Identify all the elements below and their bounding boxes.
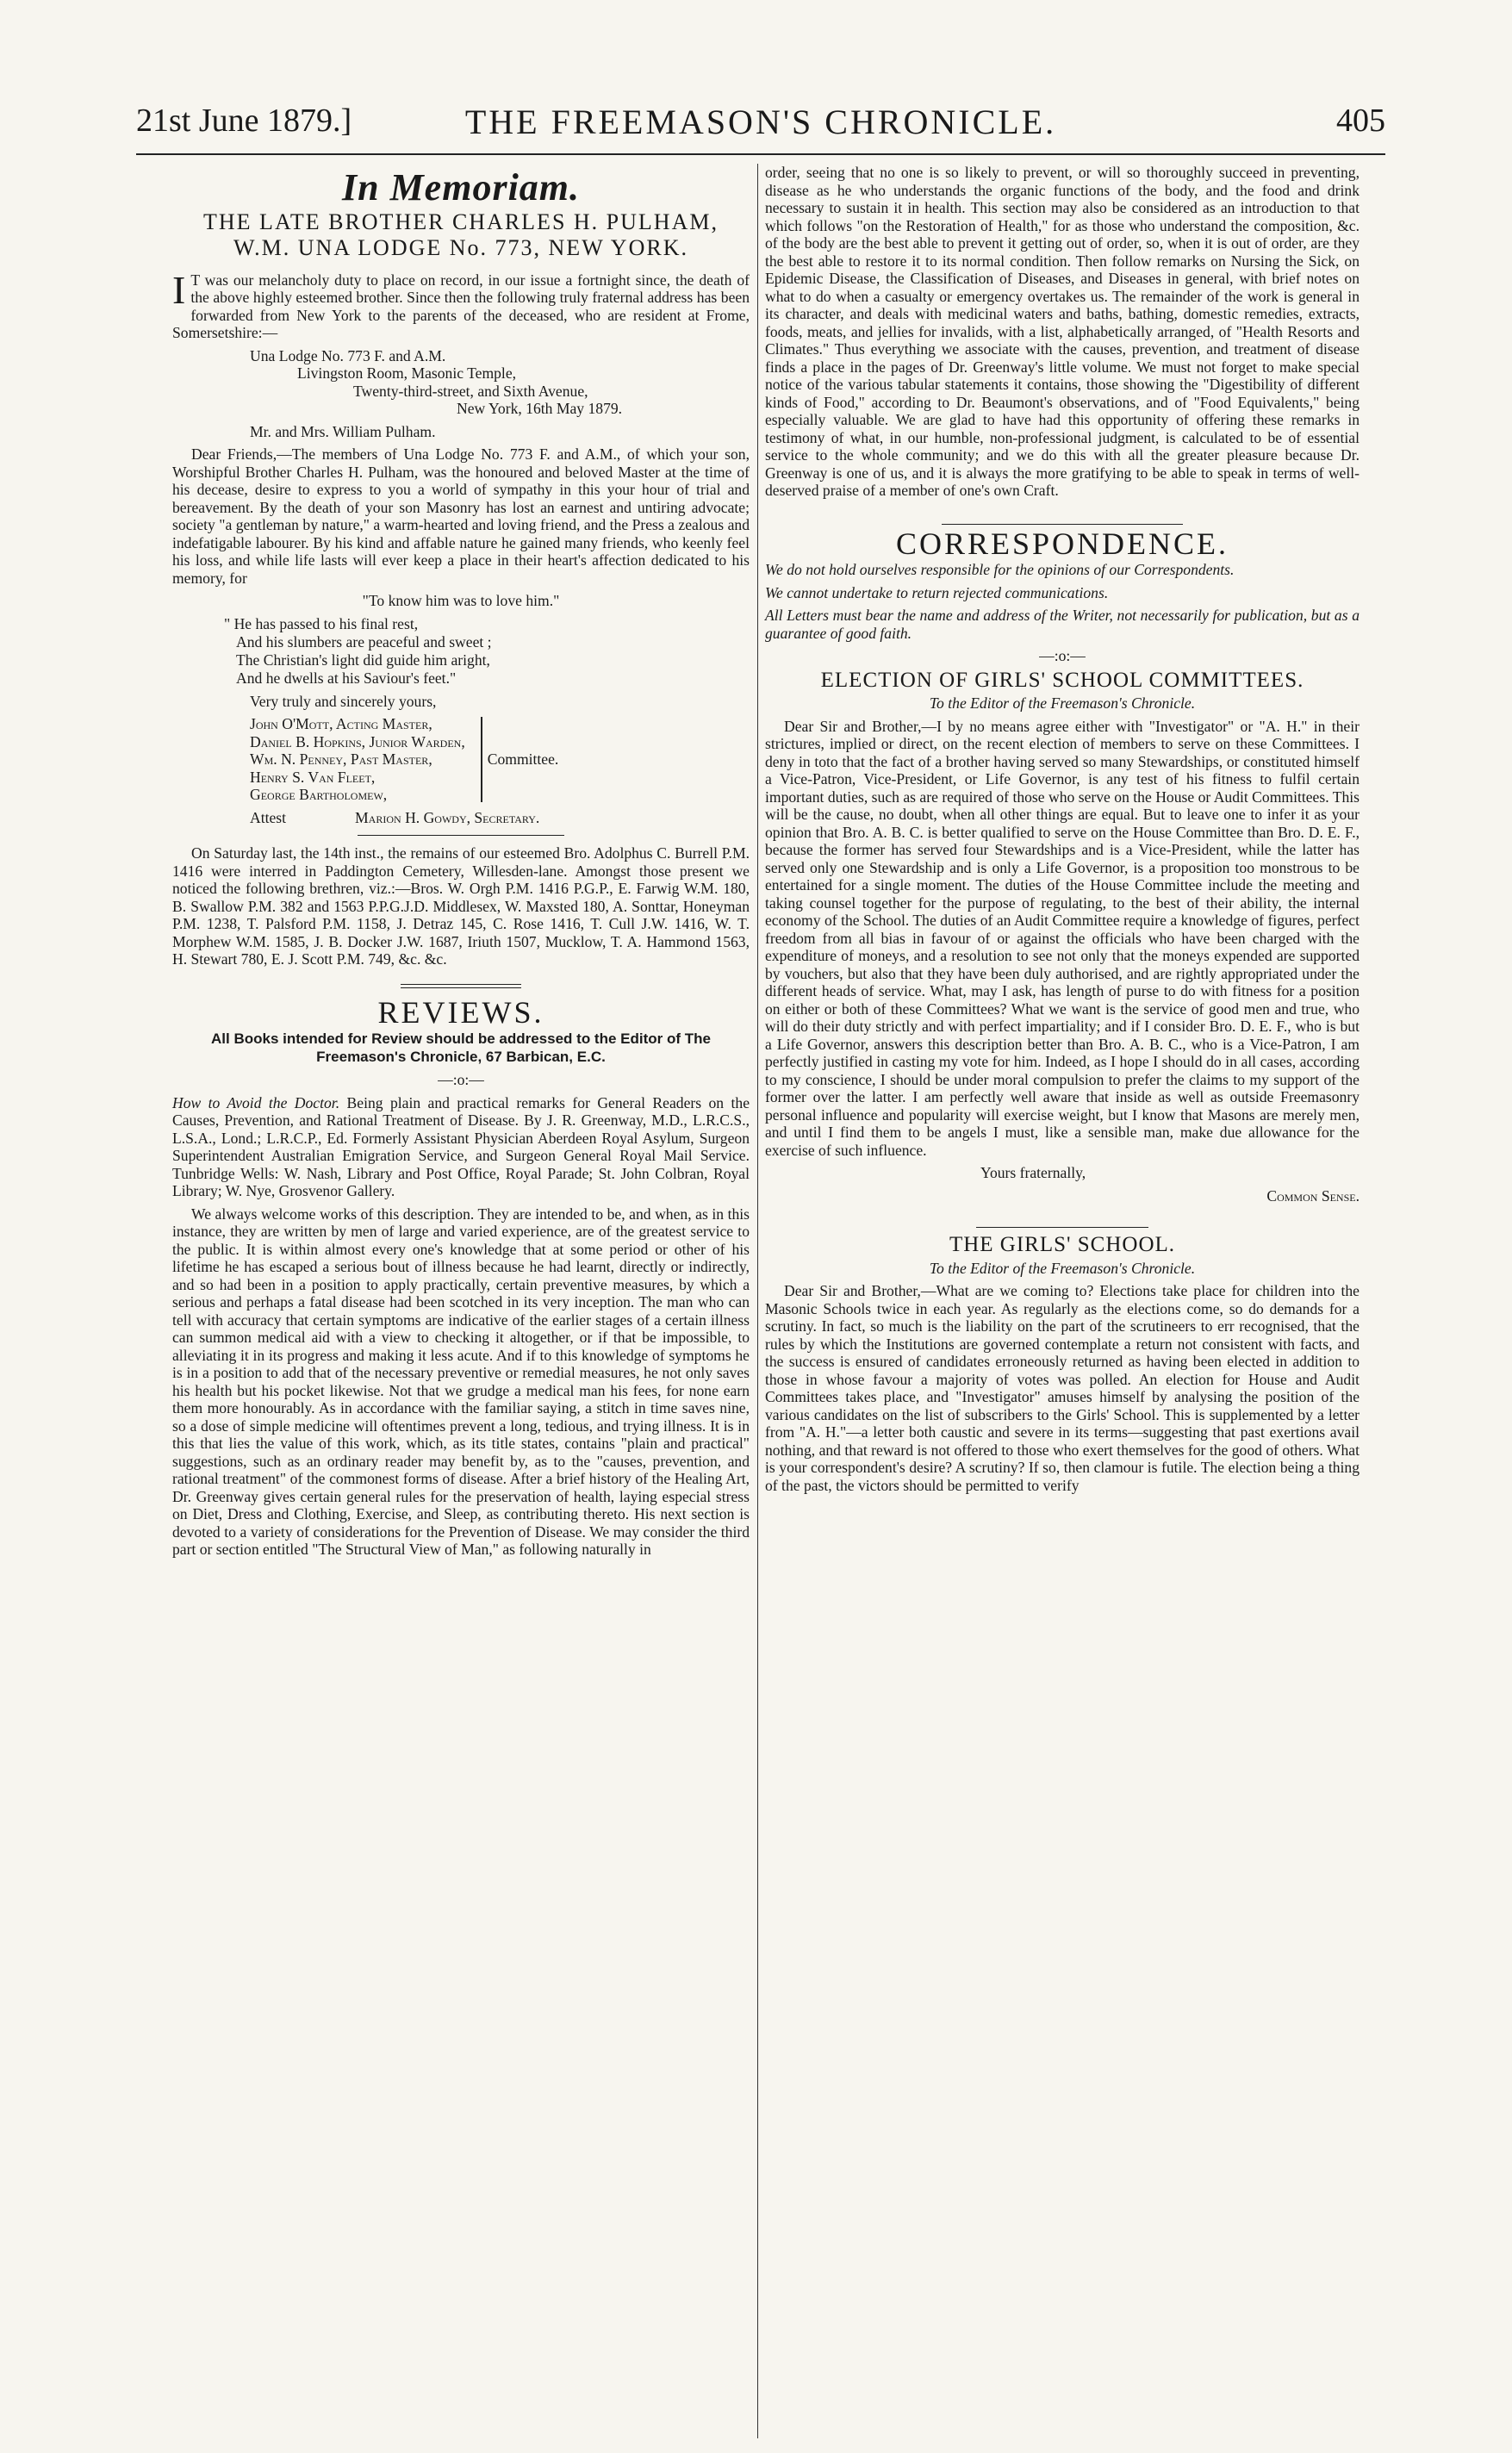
letter-address	[172, 347, 750, 418]
reviews-heading: REVIEWS.	[377, 994, 544, 1030]
memoriam-poem	[224, 615, 750, 688]
drop-cap: I	[172, 267, 186, 312]
memoriam-heading: In Memoriam.	[341, 166, 581, 209]
section-mark: —:o:—	[1039, 647, 1086, 664]
left-column	[172, 164, 750, 1564]
poem-line: And he dwells at his Saviour's feet."	[236, 669, 457, 687]
correspondence-notice: All Letters must bear the name and address of the Writer, not necessarily for publication, but as a guarantee of good faith.	[765, 607, 1360, 642]
separator-rule	[942, 524, 1183, 525]
signatory-names	[250, 715, 465, 804]
girls-school-heading: THE GIRLS' SCHOOL.	[949, 1233, 1176, 1256]
memoriam-letter: Dear Friends,—The members of Una Lodge No. 773 F. and A.M., of which your son, Worshipful Brother Charles H. Pulham, was the honoured and beloved Master at the time of his decease, desire to express to you a world of sympathy in this your hour of trial and bereavement. By the death of your son Masonry has lost an earnest and untiring advocate; society "a gentleman by nature," a warm-hearted and loving friend, and the Press a zealous and indefatigable labourer. By his kind and affable nature he gained many friends, who keenly feel his loss, and while life lasts will ever keep a place in their heart's affection dedicated to his memory, for	[172, 445, 750, 587]
memoriam-subheading-2: W.M. UNA LODGE No. 773, NEW YORK.	[233, 234, 688, 260]
memoriam-intro	[172, 267, 750, 342]
girls-school-letter-body: Dear Sir and Brother,—What are we coming to? Elections take place for children into the Masonic Schools twice in each year. As regularly as the elections come, so do demands for a scrutiny. In fact, so much is the liability on the part of the scrutineers to err recognised, that the rules by which the Institutions are governed contemplate a return not consistent with facts, and the success is ensured of candidates erroneously returned as having been elected in addition to those in whose favour a majority of votes was polled. An election for House and Audit Committees takes place, and "Investigator" amuses himself by analysing the position of the various candidates on the list of subscribers to the Girls' School. This is supplemented by a letter from "A. H."—a letter both caustic and severe in its terms—suggesting that past exertions avail nothing, and that reward is not offered to those who exert themselves for the good of others. What is your correspondent's desire? A scrutiny? If so, then clamour is futile. The election being a thing of the past, the victors should be permitted to verify	[765, 1282, 1360, 1494]
signatory: Henry S. Van Fleet,	[250, 768, 376, 786]
to-editor-line: To the Editor of the Freemason's Chronicle.	[929, 1259, 1196, 1277]
right-column	[765, 164, 1360, 1499]
signatories	[250, 715, 750, 804]
signatory: Wm. N. Penney, Past Master,	[250, 750, 432, 768]
poem-line: The Christian's light did guide him aright,	[236, 651, 490, 669]
review-continuation: order, seeing that no one is so likely to prevent, or will so thoroughly succeed in preventing, disease as he who understands the organic functions of the body, and the food and drink necessary to sustain it in health. This section may also be considered as an introduction to that which follows "on the Restoration of Health," for as those who understand the composition, &c. of the body are the best able to prevent it getting out of order, so, when it is out of order, are they the best able to restore it to its normal condition. Then follow remarks on Nursing the Sick, on Epidemic Disease, the Classification of Diseases, and Diseases in general, with brief notes on what to do when a casualty or emergency overtakes us. The remainder of the work is general in its character, and deals with medicinal waters and baths, bathing, domestic remedies, extracts, foods, meats, and jellies for invalids, with a list, alphabetically arranged, of "Health Resorts and Climates." Thus everything we associate with the causes, prevention, and treatment of disease finds a place in the pages of Dr. Greenway's little volume. We must not forget to make special notice of the various tabular statements it contains, those showing the "Digestibility of different kinds of Food," according to Dr. Beaumont's observations, and of "Food Equivalents," being especially valuable. We are glad to have had this opportunity of offering these remarks in testimony of what, in our humble, non-professional judgment, is calculated to be of essential service to the whole community; and we do this with all the greater pleasure because Dr. Greenway is one of us, and it is always the more gratifying to be able to speak in terms of well-deserved praise of a member of one's own Craft.	[765, 164, 1360, 499]
attest-line	[250, 809, 750, 827]
memoriam-quote: "To know him was to love him."	[362, 592, 560, 609]
book-description: Being plain and practical remarks for General Readers on the Causes, Prevention, and Rational Treatment of Disease. By J. R. Greenway, M.D., L.R.C.S., L.S.A., Lond.; L.R.C.P., Ed. Formerly Assistant Physician Aberdeen Royal Asylum, Surgeon Superintendent Australian Emigration Service, and Surgeon General Royal Mail Service. Tunbridge Wells: W. Nash, Library and Post Office, Royal Parade; St. John Colbran, Royal Library; W. Nye, Grosvenor Gallery.	[172, 1093, 750, 1199]
attest-label: Attest	[250, 808, 287, 826]
masthead-title: THE FREEMASON'S CHRONICLE.	[464, 103, 1057, 141]
issue-date: 21st June 1879.]	[136, 103, 352, 139]
to-editor-line: To the Editor of the Freemason's Chronicle.	[929, 694, 1196, 712]
letter-closing: Very truly and sincerely yours,	[250, 692, 437, 710]
committee-label: Committee.	[487, 750, 559, 768]
signatory: George Bartholomew,	[250, 786, 388, 803]
poem-line: " He has passed to his final rest,	[224, 614, 419, 632]
section-mark: —:o:—	[438, 1071, 484, 1088]
correspondence-heading: CORRESPONDENCE.	[895, 526, 1229, 561]
election-heading: ELECTION OF GIRLS' SCHOOL COMMITTEES.	[820, 668, 1304, 692]
memoriam-subheading	[172, 209, 750, 261]
funeral-notice: On Saturday last, the 14th inst., the remains of our esteemed Bro. Adolphus C. Burrell P.M. 1416 were interred in Paddington Cemetery, Willesden-lane. Amongst those present we noticed the following brethren, viz.:—Bros. W. Orgh P.M. 1416 P.G.P., E. Farwig W.M. 180, B. Swallow P.M. 382 and 1563 P.P.G.J.D. Middlesex, W. Maxsted 180, A. Sonttar, Honeyman P.M. 1238, T. Palsford P.M. 1158, J. Detraz 145, C. Rose 1416, T. Cull J.W. 1416, W. T. Morphew W.M. 1585, J. B. Docker J.W. 1687, Iriuth 1507, Mucklow, T. A. Hammond 1563, H. Stewart 780, E. J. Scott P.M. 749, &c. &c.	[172, 844, 750, 968]
reviews-notice: All Books intended for Review should be addressed to the Editor of The Freemason's Chronicle, 67 Barbican, E.C.	[211, 1030, 711, 1065]
signatory: Daniel B. Hopkins, Junior Warden,	[250, 732, 465, 750]
separator-rule	[976, 1227, 1148, 1228]
correspondence-notice: We cannot undertake to return rejected communications.	[765, 583, 1109, 601]
separator-rule	[358, 835, 564, 836]
letter-closing: Yours fraternally,	[980, 1164, 1086, 1181]
column-divider	[757, 164, 758, 2438]
address-line: New York, 16th May 1879.	[457, 400, 623, 417]
page-number: 405	[1336, 103, 1385, 139]
committee-brace	[472, 717, 482, 802]
book-title: How to Avoid the Doctor.	[172, 1093, 340, 1111]
letter-signature: Common Sense.	[1266, 1186, 1360, 1205]
signatory: John O'Mott, Acting Master,	[250, 715, 432, 732]
memoriam-subheading-1: THE LATE BROTHER CHARLES H. PULHAM,	[203, 209, 719, 234]
separator-double-rule	[401, 984, 521, 988]
salutation: Mr. and Mrs. William Pulham.	[250, 422, 436, 440]
correspondence-notice: We do not hold ourselves responsible for the opinions of our Correspondents.	[765, 561, 1235, 578]
address-line: Twenty-third-street, and Sixth Avenue,	[353, 382, 588, 400]
address-line: Una Lodge No. 773 F. and A.M.	[250, 346, 446, 364]
address-line: Livingston Room, Masonic Temple,	[297, 364, 517, 382]
book-entry	[172, 1094, 750, 1200]
election-letter-body: Dear Sir and Brother,—I by no means agree either with "Investigator" or "A. H." in their strictures, implied or direct, on the recent election of members to serve on these Committees. I deny in toto that the fact of a brother having served so many Stewardships, or constituted himself a Vice-Patron, Vice-President, or Life Governor, is any test of his fitness to fulfil certain important duties, such as are required of those who serve on the House or Audit Committees. This will be the cause, no doubt, when all other things are equal. But to leave one to infer it as your opinion that Bro. A. B. C. is better qualified to serve on the House Committee than Bro. D. E. F., because the former has served four Stewardships and is a Vice-President, while the latter has served only one Stewardship and is only a Life Governor, is a proposition too monstrous to be entertained for a single moment. The duties of the House Committee include the meeting and taking counsel together for the purpose of regulating, to the best of their ability, the internal economy of the School. The duties of an Audit Committee require a knowledge of figures, perfect freedom from all bias in favour of or against the officials who have been charged with the expenditure of moneys, and a resolution to see not only that the moneys expended are supported by vouchers, but also that they have been duly authorised, and are rightly appropriated under the different heads of service. What, may I ask, has length of purse to do with fitness for a position on either or both of these Committees? What we want is the service of good men and true, who will do their duty strictly and with perfect impartiality; and if I consider Bro. D. E. F., who is but a Life Governor, answers this description better than Bro. A. B. C., who is a Vice-Patron, I am perfectly justified in casting my vote for him. Indeed, as I hope I should do in all cases, according to my conscience, I should be under moral compulsion to prefer the claims to my support of the former over the latter. I am perfectly well aware that inside as well as outside Freemasonry personal influence and popularity will exercise weight, but I know that Masons are merely men, and until I find them to be angels I must, like a sensible man, make due allowance for the exercise of such influence.	[765, 717, 1360, 1159]
page-header	[136, 102, 1385, 155]
memoriam-intro-text: T was our melancholy duty to place on record, in our issue a fortnight since, the death of the above highly esteemed brother. Since then the following truly fraternal address has been forwarded from New York to the parents of the deceased, who are resident at Frome, Somersetshire:—	[172, 271, 750, 341]
poem-line: And his slumbers are peaceful and sweet ;	[236, 632, 492, 651]
attest-name: Marion H. Gowdy, Secretary.	[355, 808, 540, 826]
review-body: We always welcome works of this description. They are intended to be, and when, as in this instance, they are written by men of large and varied experience, are of the greatest service to the public. It is within almost every one's knowledge that at some period or other of his lifetime he has escaped a serious bout of illness because he had learnt, directly or indirectly, and so had been in a position to apply practically, certain preventive measures, by which a serious and perhaps a fatal disease had been scotched in its very inception. The man who can tell with accuracy that certain symptoms are indicative of the earlier stages of a certain illness can summon medical aid with a view to checking it altogether, or if that be impossible, to alleviating it in its progress and making it less acute. And if to this knowledge of symptoms he is in a position to add that of the necessary preventive or remedial measures, he not only saves his health but his pocket likewise. Not that we grudge a medical man his fees, for none earn them more honourably. As in accordance with the familiar saying, a stitch in time saves nine, so a dose of simple medicine will oftentimes prevent a long, tedious, and trying illness. It is in this that lies the value of this work, which, as its title states, contains "plain and practical" suggestions, such as an ordinary reader may benefit by, as to the "causes, prevention, and rational treatment" of the commonest forms of disease. After a brief history of the Healing Art, Dr. Greenway gives certain general rules for the preservation of health, laying especial stress on Diet, Dress and Clothing, Exercise, and Sleep, as contributing thereto. His next section is devoted to a variety of considerations for the Prevention of Disease. We may consider the third part or section entitled "The Structural View of Man," as following naturally in	[172, 1205, 750, 1558]
